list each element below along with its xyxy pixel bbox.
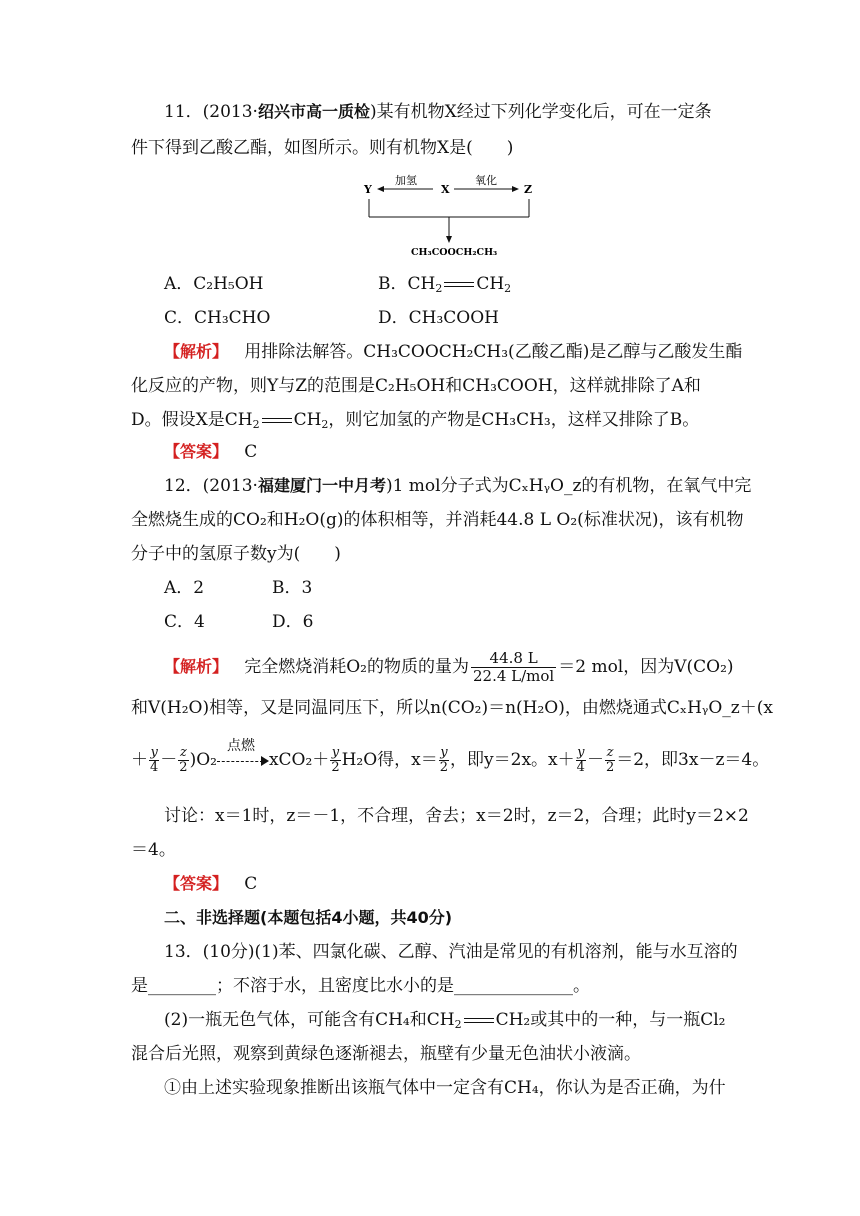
ignition-arrow: 点燃	[217, 756, 269, 766]
q11-answer: 【答案】 C	[164, 442, 258, 462]
moles-fraction: $\frac{44.8 L}{\text{22.4 L/mol}}$	[473, 649, 555, 685]
q12-discussion-line1: 讨论：x＝1时，z＝－1，不合理，舍去；x＝2时，z＝2，合理；此时y＝2×2	[164, 806, 749, 826]
q13-line1: 13．(10分)(1)苯、四氯化碳、乙醇、汽油是常见的有机溶剂，能与水互溶的	[164, 942, 738, 962]
q12-line1: 12．(2013·福建厦门一中月考)1 mol分子式为CₓHᵧO_z的有机物，在氧气中完	[164, 476, 752, 496]
q12-source: 福建厦门一中月考	[257, 476, 386, 495]
q11-line2: 件下得到乙酸乙酯，如图所示。则有机物X是( )	[131, 138, 514, 158]
q12-analysis-line3: ＋ $\frac{y}{4}$ － $\frac{z}{2}$ )O₂ 点燃 xCO₂＋ $\frac{y}{2}$ H₂O得，x＝ $\frac{y}{2}$ ，即y＝2x。x＋ $\frac{y}{4}$ － $\frac{z}{2}$ ＝2，即3x－z＝4。	[131, 737, 770, 775]
q11-line1: 11．(2013·绍兴市高一质检)某有机物X经过下列化学变化后，可在一定条	[164, 102, 712, 122]
q13-line5: ①由上述实验现象推断出该瓶气体中一定含有CH₄，你认为是否正确，为什	[164, 1078, 726, 1098]
q11-option-a: A．C₂H₅OH	[164, 274, 264, 294]
q11-analysis-line2: 化反应的产物，则Y与Z的范围是C₂H₅OH和CH₃COOH，这样就排除了A和	[131, 376, 701, 396]
q11-analysis-line3: D。假设X是$CH_2$ $CH_2$，则它加氢的产物是CH₃CH₃，这样又排除了B。	[131, 410, 700, 431]
diagram-z: Z	[524, 183, 533, 196]
q12-analysis-line1: 【解析】 完全燃烧消耗O₂的物质的量为 $\frac{44.8 L}{\text{22.4 L/mol}}$ ＝2 mol，因为V(CO₂)	[164, 649, 734, 685]
diagram-left-label: 加氢	[395, 174, 417, 187]
q12-option-d: D．6	[272, 612, 314, 632]
q11-source: 绍兴市高一质检	[257, 102, 370, 121]
q12-option-c: C．4	[164, 612, 205, 632]
analysis-label: 【解析】	[164, 342, 229, 361]
q13-line2: 是________；不溶于水，且密度比水小的是______________。	[131, 976, 590, 996]
q13-line4: 混合后光照，观察到黄绿色逐渐褪去，瓶壁有少量无色油状小液滴。	[131, 1044, 641, 1064]
q11-analysis-line1: 【解析】 用排除法解答。CH₃COOCH₂CH₃(乙酸乙酯)是乙醇与乙酸发生酯	[164, 342, 743, 362]
q11-option-d: D．CH₃COOH	[378, 308, 499, 328]
q11-option-b: B．$CH_2$ $CH_2$	[378, 274, 512, 295]
q13-line3: (2)一瓶无色气体，可能含有CH₄和$CH_2$ CH₂或其中的一种，与一瓶Cl₂	[164, 1010, 726, 1031]
diagram-right-label: 氧化	[475, 174, 497, 187]
section-heading: 二、非选择题(本题包括4小题，共40分)	[164, 908, 453, 927]
diagram-y: Y	[364, 183, 372, 196]
q12-line3: 分子中的氢原子数y为( )	[131, 544, 341, 564]
reaction-diagram	[357, 173, 537, 263]
q12-answer: 【答案】 C	[164, 874, 258, 894]
q12-line2: 全燃烧生成的CO₂和H₂O(g)的体积相等，并消耗44.8 L O₂(标准状况)，该有机物	[131, 510, 744, 530]
q12-analysis-line2: 和V(H₂O)相等，又是同温同压下，所以n(CO₂)＝n(H₂O)，由燃烧通式CₓHᵧO_z＋(x	[131, 698, 773, 718]
answer-label: 【答案】	[164, 442, 229, 461]
q12-option-b: B．3	[272, 578, 313, 598]
diagram-x: X	[441, 183, 450, 196]
q12-option-a: A．2	[164, 578, 205, 598]
diagram-product: CH₃COOCH₂CH₃	[411, 247, 498, 258]
q11-option-c: C．CH₃CHO	[164, 308, 271, 328]
q12-discussion-line2: ＝4。	[131, 840, 176, 860]
